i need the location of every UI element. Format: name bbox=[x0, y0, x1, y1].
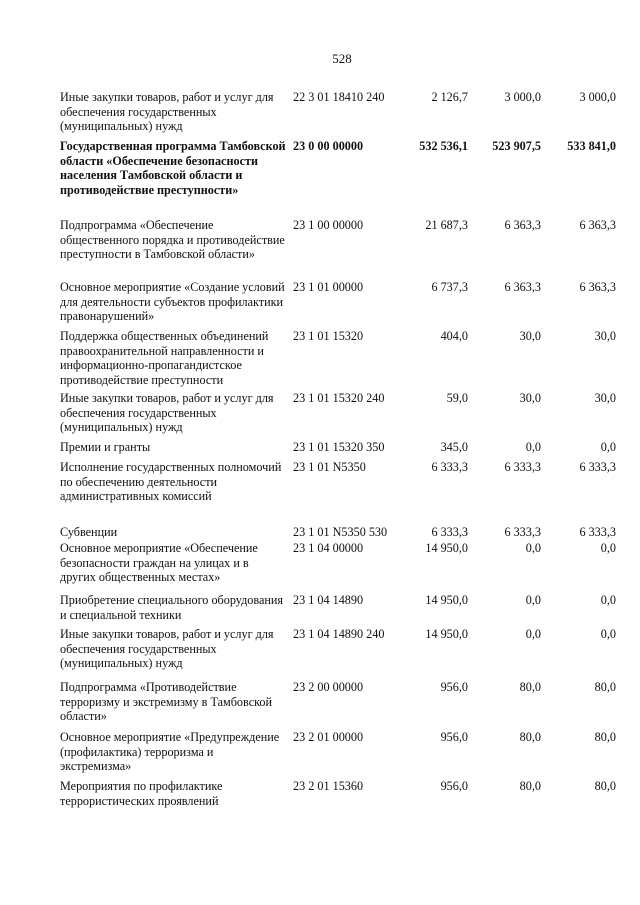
row-value-2: 80,0 bbox=[519, 730, 541, 744]
row-value-2: 3 000,0 bbox=[504, 90, 541, 104]
row-value-1: 6 333,3 bbox=[431, 525, 468, 539]
row-name: Мероприятия по профилактике террористических проявлений bbox=[60, 779, 223, 808]
row-value-1: 21 687,3 bbox=[425, 218, 468, 232]
row-value-3: 80,0 bbox=[594, 779, 616, 793]
row-code: 23 0 00 00000 bbox=[293, 139, 364, 153]
row-value-3: 30,0 bbox=[594, 329, 616, 343]
row-code: 23 1 01 15320 350 bbox=[293, 440, 385, 454]
row-value-3: 0,0 bbox=[600, 627, 616, 641]
row-code: 23 1 01 N5350 530 bbox=[293, 525, 388, 539]
table-row bbox=[60, 218, 630, 280]
row-value-2: 30,0 bbox=[519, 391, 541, 405]
row-value-3: 80,0 bbox=[594, 680, 616, 694]
row-value-1: 956,0 bbox=[440, 730, 468, 744]
row-value-2: 6 363,3 bbox=[504, 280, 541, 294]
table-row bbox=[60, 280, 630, 329]
table-row bbox=[60, 541, 630, 593]
row-value-2: 0,0 bbox=[525, 541, 541, 555]
row-value-1: 6 333,3 bbox=[431, 460, 468, 474]
row-name: Государственная программа Тамбовской области «Обеспечение безопасности населения Тамбовской области и противодействие преступности» bbox=[60, 139, 286, 197]
row-code: 23 1 01 15320 240 bbox=[293, 391, 385, 405]
row-value-1: 6 737,3 bbox=[431, 280, 468, 294]
row-value-1: 532 536,1 bbox=[419, 139, 468, 153]
table-row bbox=[60, 730, 630, 779]
row-value-1: 14 950,0 bbox=[425, 627, 468, 641]
table-row bbox=[60, 593, 630, 627]
row-value-3: 30,0 bbox=[594, 391, 616, 405]
row-name: Поддержка общественных объединений правоохранительной направленности и информационно-пропагандистское противодействие преступности bbox=[60, 329, 269, 387]
row-value-1: 14 950,0 bbox=[425, 541, 468, 555]
row-value-3: 6 363,3 bbox=[579, 280, 616, 294]
row-code: 23 1 01 N5350 bbox=[293, 460, 366, 474]
row-code: 23 1 01 00000 bbox=[293, 280, 364, 294]
row-value-2: 0,0 bbox=[525, 440, 541, 454]
row-code: 23 1 04 14890 bbox=[293, 593, 364, 607]
row-value-2: 6 363,3 bbox=[504, 218, 541, 232]
row-value-2: 80,0 bbox=[519, 680, 541, 694]
row-value-2: 6 333,3 bbox=[504, 460, 541, 474]
row-name: Основное мероприятие «Предупреждение (профилактика) терроризма и экстремизма» bbox=[60, 730, 280, 773]
table-row bbox=[60, 460, 630, 525]
row-name: Основное мероприятие «Обеспечение безопасности граждан на улицах и в других общественных местах» bbox=[60, 541, 258, 584]
row-name: Подпрограмма «Противодействие терроризму и экстремизму в Тамбовской области» bbox=[60, 680, 273, 723]
row-value-3: 0,0 bbox=[600, 593, 616, 607]
page-number: 528 bbox=[332, 51, 352, 66]
table-row bbox=[60, 440, 630, 460]
row-name: Приобретение специального оборудования и специальной техники bbox=[60, 593, 284, 622]
row-value-2: 6 333,3 bbox=[504, 525, 541, 539]
row-code: 23 1 04 14890 240 bbox=[293, 627, 385, 641]
row-value-2: 523 907,5 bbox=[492, 139, 541, 153]
row-value-2: 0,0 bbox=[525, 593, 541, 607]
row-value-2: 30,0 bbox=[519, 329, 541, 343]
table-row bbox=[60, 90, 630, 139]
row-value-2: 0,0 bbox=[525, 627, 541, 641]
row-value-3: 533 841,0 bbox=[567, 139, 616, 153]
row-value-1: 404,0 bbox=[440, 329, 468, 343]
row-code: 23 1 01 15320 bbox=[293, 329, 364, 343]
row-value-1: 2 126,7 bbox=[431, 90, 468, 104]
row-value-3: 0,0 bbox=[600, 541, 616, 555]
row-value-1: 59,0 bbox=[446, 391, 468, 405]
budget-table bbox=[60, 90, 630, 813]
row-code: 23 2 01 00000 bbox=[293, 730, 364, 744]
table-row bbox=[60, 779, 630, 813]
row-value-3: 6 363,3 bbox=[579, 218, 616, 232]
row-code: 22 3 01 18410 240 bbox=[293, 90, 385, 104]
row-value-1: 345,0 bbox=[440, 440, 468, 454]
row-name: Иные закупки товаров, работ и услуг для обеспечения государственных (муниципальных) нужд bbox=[60, 627, 274, 670]
table-row bbox=[60, 525, 630, 541]
row-value-1: 14 950,0 bbox=[425, 593, 468, 607]
row-value-3: 0,0 bbox=[600, 440, 616, 454]
row-value-1: 956,0 bbox=[440, 779, 468, 793]
row-name: Премии и гранты bbox=[60, 440, 151, 454]
row-code: 23 1 00 00000 bbox=[293, 218, 364, 232]
row-name: Исполнение государственных полномочий по обеспечению деятельности административных комиссий bbox=[60, 460, 282, 503]
table-row bbox=[60, 139, 630, 218]
row-code: 23 2 01 15360 bbox=[293, 779, 364, 793]
row-value-3: 3 000,0 bbox=[579, 90, 616, 104]
row-value-1: 956,0 bbox=[440, 680, 468, 694]
row-name: Субвенции bbox=[60, 525, 118, 539]
row-name: Иные закупки товаров, работ и услуг для обеспечения государственных (муниципальных) нужд bbox=[60, 391, 274, 434]
row-name: Основное мероприятие «Создание условий для деятельности субъектов профилактики правонарушений» bbox=[60, 280, 285, 323]
row-code: 23 1 04 00000 bbox=[293, 541, 364, 555]
row-value-3: 80,0 bbox=[594, 730, 616, 744]
table-row bbox=[60, 329, 630, 391]
table-row bbox=[60, 680, 630, 730]
row-value-3: 6 333,3 bbox=[579, 525, 616, 539]
row-value-2: 80,0 bbox=[519, 779, 541, 793]
table-row bbox=[60, 391, 630, 440]
table-row bbox=[60, 627, 630, 680]
row-code: 23 2 00 00000 bbox=[293, 680, 364, 694]
row-name: Подпрограмма «Обеспечение общественного порядка и противодействие преступности в Тамбовской области» bbox=[60, 218, 285, 261]
row-name: Иные закупки товаров, работ и услуг для обеспечения государственных (муниципальных) нужд bbox=[60, 90, 274, 133]
row-value-3: 6 333,3 bbox=[579, 460, 616, 474]
